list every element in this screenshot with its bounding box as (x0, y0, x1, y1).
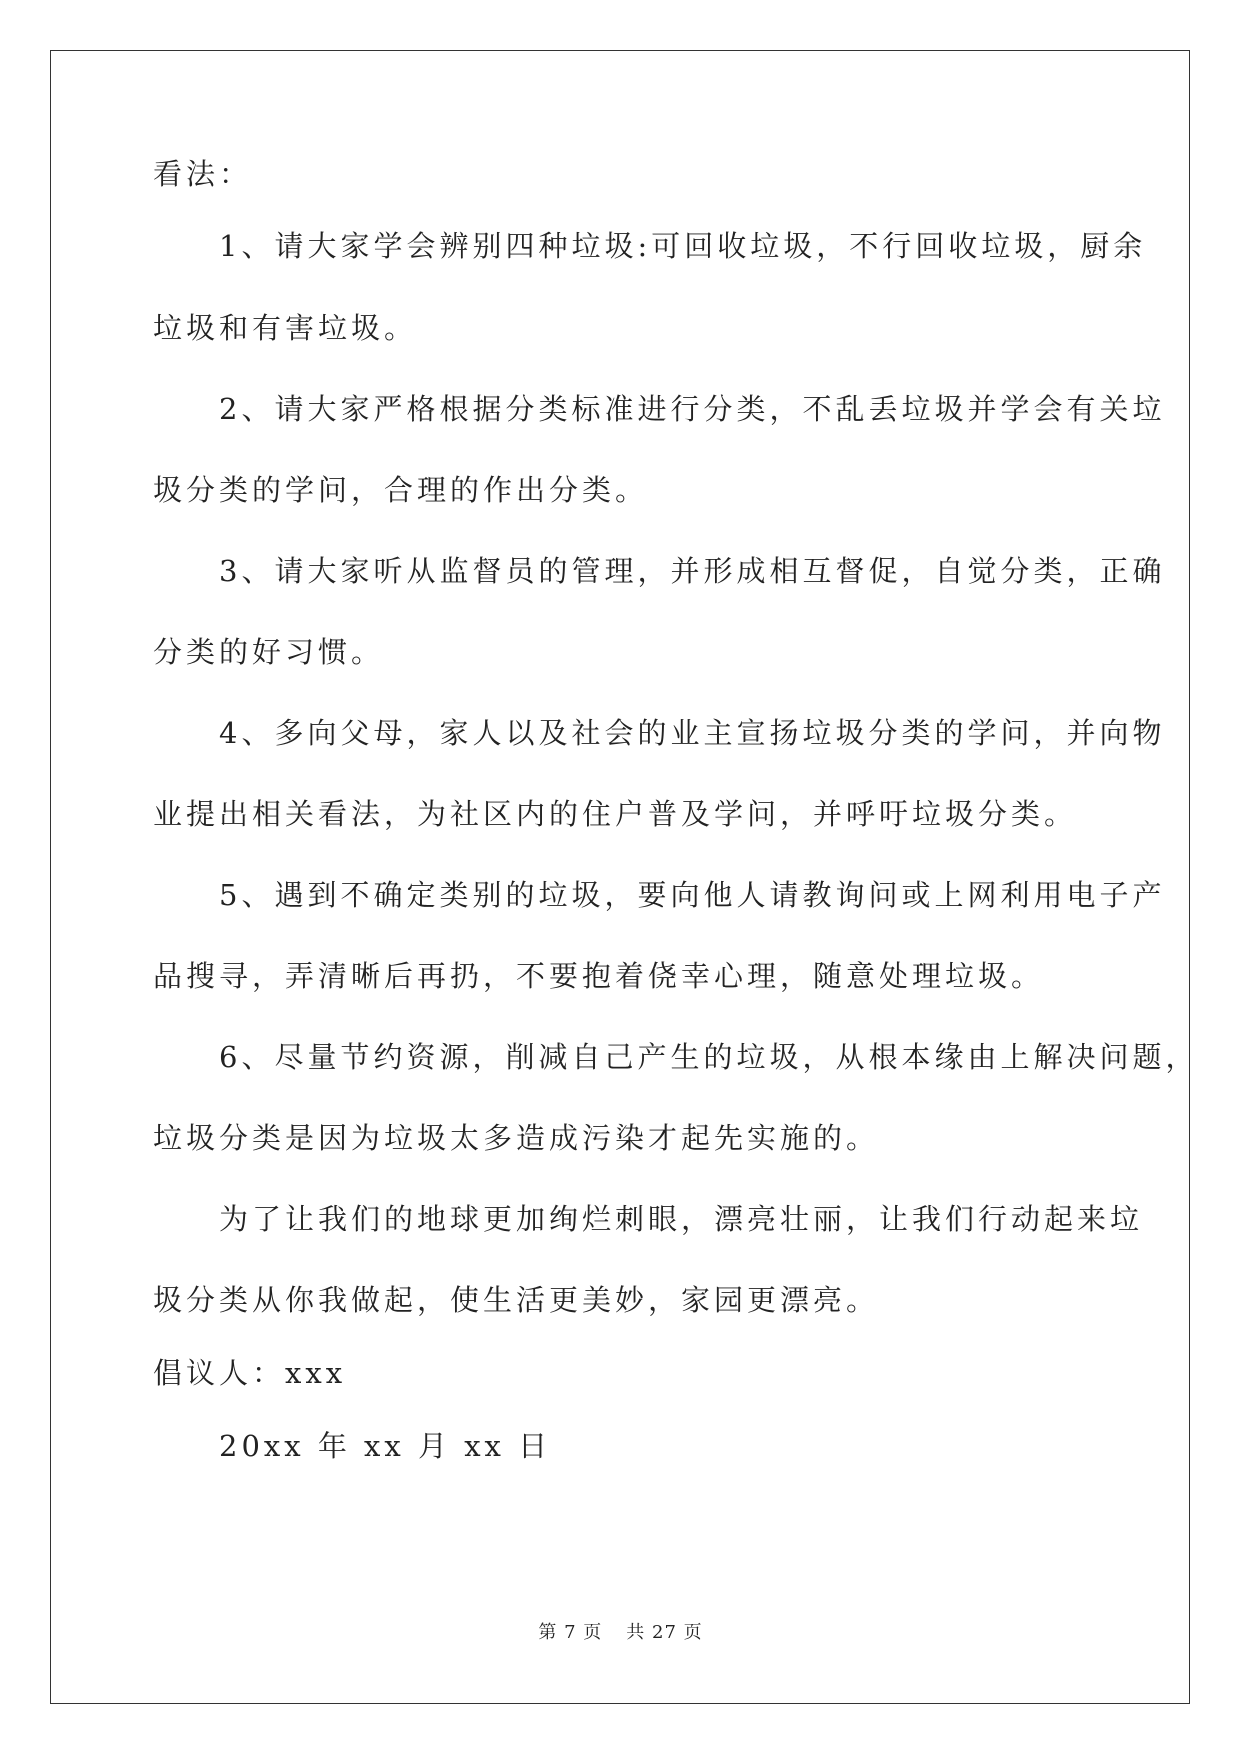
text-line: 分类的好习惯。 (153, 635, 385, 669)
text-line: 看法： (153, 157, 253, 191)
page-footer (0, 1618, 1241, 1644)
text-line: 业提出相关看法，为社区内的住户普及学问，并呼吁垃圾分类。 (153, 797, 1078, 831)
text-line: 为了让我们的地球更加绚烂刺眼，漂亮壮丽，让我们行动起来垃 (153, 1202, 1144, 1236)
date-line: 20xx 年 xx 月 xx 日 (153, 1429, 552, 1463)
text-line: 圾分类从你我做起，使生活更美妙，家园更漂亮。 (153, 1283, 880, 1317)
text-line: 垃圾和有害垃圾。 (153, 311, 418, 345)
text-line: 圾分类的学问，合理的作出分类。 (153, 473, 649, 507)
text-line: 3、请大家听从监督员的管理，并形成相互督促，自觉分类，正确 (153, 554, 1166, 588)
text-line: 1、请大家学会辨别四种垃圾:可回收垃圾，不行回收垃圾，厨余 (153, 229, 1147, 263)
text-line: 5、遇到不确定类别的垃圾，要向他人请教询问或上网利用电子产 (153, 878, 1166, 912)
page-total: 共 27 页 (626, 1622, 703, 1643)
text-line: 品搜寻，弄清晰后再扔，不要抱着侥幸心理，随意处理垃圾。 (153, 959, 1045, 993)
text-line: 垃圾分类是因为垃圾太多造成污染才起先实施的。 (153, 1121, 880, 1155)
text-line: 4、多向父母，家人以及社会的业主宣扬垃圾分类的学问，并向物 (153, 716, 1166, 750)
page-number: 第 7 页 (538, 1622, 603, 1643)
text-line: 6、尽量节约资源，削减自己产生的垃圾，从根本缘由上解决问题， (153, 1040, 1199, 1074)
text-line: 2、请大家严格根据分类标准进行分类，不乱丢垃圾并学会有关垃 (153, 392, 1166, 426)
signer-line: 倡议人：xxx (153, 1356, 347, 1390)
